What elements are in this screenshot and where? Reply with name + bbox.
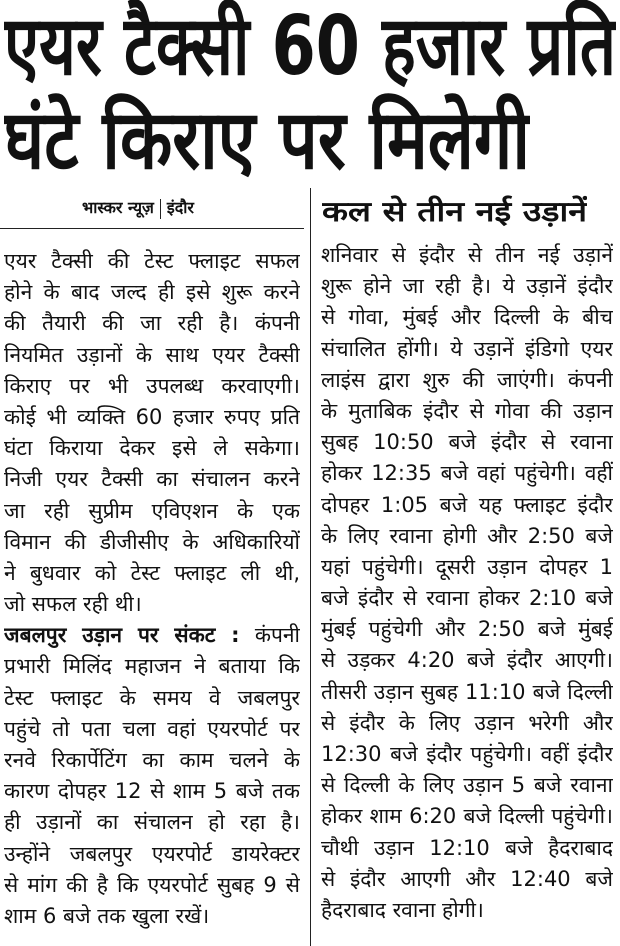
right-column-line [321, 645, 613, 676]
headline-line-text: घंटे किराए पर मिलेगी [4, 93, 530, 188]
right-column-line-text: शुरू होने जा रही है। ये उड़ानें इंदौर [321, 274, 613, 299]
left-column-line [4, 683, 300, 714]
left-column-line [4, 246, 300, 277]
right-column-line [321, 583, 613, 614]
right-column-line [321, 334, 613, 365]
right-column-line-text: होकर 12:35 बजे वहां पहुंचेगी। वहीं [321, 461, 613, 486]
headline-line [4, 94, 530, 188]
left-column-line-text: की तैयारी की जा रही है। कंपनी [4, 311, 300, 336]
left-column-line [4, 340, 300, 371]
left-column-line-text: शाम 6 बजे तक खुला रखें। [4, 903, 210, 928]
right-column [321, 240, 613, 926]
left-column-line [4, 745, 300, 776]
right-column-line [321, 240, 613, 271]
right-column-line [321, 770, 613, 801]
right-column-line-text: के लिए रवाना होगी और 2:50 बजे [321, 523, 613, 548]
right-column-line-text: होकर शाम 6:20 बजे दिल्ली पहुंचेगी। [321, 804, 613, 829]
right-column-line-text: हैदराबाद रवाना होगी। [321, 897, 484, 922]
right-heading-text: कल से तीन नई उड़ानें [322, 195, 587, 228]
byline-rule [0, 228, 304, 229]
right-column-line [321, 458, 613, 489]
byline-source: भास्कर न्यूज़ [82, 198, 154, 217]
left-column-line [4, 277, 300, 308]
right-column-line [321, 427, 613, 458]
right-column-line-text: दोपहर 1:05 बजे यह फ्लाइट इंदौर [321, 492, 613, 517]
left-column-line-text: पहुंचे तो पता चला वहां एयरपोर्ट पर [4, 716, 300, 741]
left-column-line-text: जा रही सुप्रीम एविएशन के एक [4, 498, 300, 523]
left-column-line [4, 433, 300, 464]
left-column-line [4, 620, 300, 651]
right-column-line-text: से दिल्ली के लिए उड़ान 5 बजे रवाना [321, 773, 613, 798]
right-column-line-text: लाइंस द्वारा शुरु की जाएंगी। कंपनी [321, 367, 613, 392]
left-column-line-text: कोई भी व्यक्ति 60 हजार रुपए प्रति [4, 404, 300, 429]
byline-separator [160, 199, 161, 219]
left-column-line [4, 308, 300, 339]
byline-city: इंदौर [166, 198, 194, 217]
left-column-line-text: उन्होंने जबलपुर एयरपोर्ट डायरेक्टर [4, 841, 300, 866]
left-column-line-text: किराए पर भी उपलब्ध करवाएगी। [4, 373, 300, 398]
right-column-line [321, 677, 613, 708]
left-column-line-text: कारण दोपहर 12 से शाम 5 बजे तक [4, 779, 300, 804]
right-column-line [321, 365, 613, 396]
right-column-line [321, 552, 613, 583]
right-column-line [321, 864, 613, 895]
left-column-line [4, 589, 300, 620]
left-column-line-text: घंटा किराया देकर इसे ले सकेगा। [4, 436, 300, 461]
left-column-line-text: ने बुधवार को टेस्ट फ्लाइट ली थी, [4, 560, 300, 585]
left-column-line-text [4, 620, 300, 651]
right-column-line [321, 521, 613, 552]
right-column-line-text: मुंबई पहुंचेगी और 2:50 बजे मुंबई [321, 617, 613, 642]
right-column-line [321, 708, 613, 739]
left-column-line [4, 776, 300, 807]
left-column-line [4, 807, 300, 838]
left-column-line-text: जो सफल रही थी। [4, 592, 142, 617]
right-column-line [321, 833, 613, 864]
left-column-line-text: एयर टैक्सी की टेस्ट फ्लाइट सफल [4, 249, 300, 273]
left-column-line-text: होने के बाद जल्द ही इसे शुरू करने [4, 280, 300, 305]
column-rule [310, 188, 311, 946]
right-column-line [321, 895, 613, 926]
left-column-line-text: टेस्ट फ्लाइट के समय वे जबलपुर [4, 685, 300, 710]
right-column-line [321, 739, 613, 770]
right-column-line [321, 490, 613, 521]
headline-line-text: एयर टैक्सी 60 हजार प्रति [4, 0, 616, 94]
headline-line [4, 0, 616, 94]
right-column-line-text: से इंदौर के लिए उड़ान भरेगी और [321, 710, 613, 735]
headline [4, 0, 616, 188]
left-column-line [4, 714, 300, 745]
right-column-line-text: यहां पहुंचेगी। दूसरी उड़ान दोपहर 1 [321, 554, 613, 579]
subhead-continuation: कंपनी [254, 623, 300, 648]
left-column-line [4, 839, 300, 870]
left-column-line-text: ही उड़ानों का संचालन हो रहा है। [4, 810, 300, 835]
right-column-line-text: सुबह 10:50 बजे इंदौर से रवाना [321, 430, 613, 455]
right-heading-line [322, 192, 587, 232]
left-column-line-text: विमान की डीजीसीए के अधिकारियों [4, 529, 300, 554]
left-column-line [4, 651, 300, 682]
right-column-line [321, 801, 613, 832]
left-column-line [4, 901, 300, 932]
left-column-line [4, 870, 300, 901]
right-column-line [321, 302, 613, 333]
left-column-line-text: से मांग की है कि एयरपोर्ट सुबह 9 से [4, 872, 300, 897]
right-column-line-text: चौथी उड़ान 12:10 बजे हैदराबाद [321, 835, 613, 860]
right-column-line [321, 271, 613, 302]
left-column-line [4, 464, 300, 495]
left-column-line [4, 558, 300, 589]
left-column-line [4, 371, 300, 402]
right-column-line-text: बजे इंदौर से रवाना होकर 2:10 बजे [321, 586, 613, 611]
right-column-line-text: के मुताबिक इंदौर से गोवा की उड़ान [321, 398, 613, 423]
left-column-line-text: निजी एयर टैक्सी का संचालन करने [4, 467, 300, 492]
left-column-line [4, 496, 300, 527]
subhead: जबलपुर उड़ान पर संकट : [4, 623, 240, 648]
right-column-line-text: 12:30 बजे इंदौर पहुंचेगी। वहीं इंदौर [321, 742, 613, 766]
right-column-line-text: से उड़कर 4:20 बजे इंदौर आएगी। [321, 648, 613, 673]
right-column-line-text: से गोवा, मुंबई और दिल्ली के बीच [321, 305, 613, 330]
left-column-line [4, 527, 300, 558]
left-column [4, 246, 300, 932]
right-column-heading [322, 192, 587, 232]
left-column-line-text: प्रभारी मिलिंद महाजन ने बताया कि [4, 654, 300, 679]
right-column-line-text: संचालित होंगी। ये उड़ानें इंडिगो एयर [321, 336, 613, 361]
right-column-line-text: तीसरी उड़ान सुबह 11:10 बजे दिल्ली [321, 679, 613, 704]
right-column-line-text: शनिवार से इंदौर से तीन नई उड़ानें [321, 243, 613, 267]
right-column-line [321, 396, 613, 427]
byline [82, 196, 194, 220]
left-column-line-text: रनवे रिकार्पेटिंग का काम चलने के [4, 748, 300, 772]
left-column-line [4, 402, 300, 433]
right-column-line-text: से इंदौर आएगी और 12:40 बजे [321, 866, 613, 891]
left-column-line-text: नियमित उड़ानों के साथ एयर टैक्सी [4, 342, 300, 367]
right-column-line [321, 614, 613, 645]
